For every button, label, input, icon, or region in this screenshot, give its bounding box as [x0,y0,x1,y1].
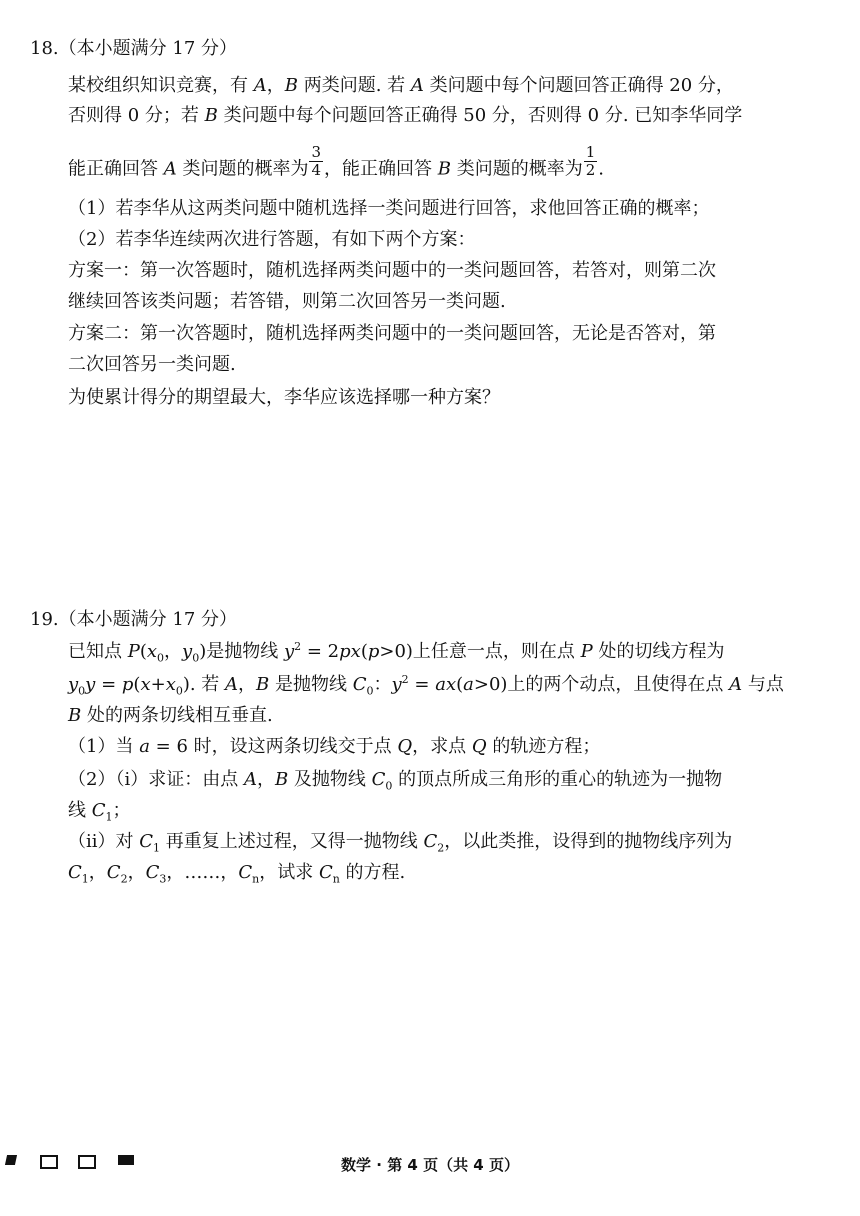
problem-number: 19. [30,609,59,630]
problem-19-line-2: $y_0y = p(x+x_0)$. 若 A，B 是抛物线 $C_0$：$y^2 = ax(a>0)$上的两个动点，且使得在点 A 与点 [68,673,784,698]
problem-18-line-1: 某校组织知识竞赛，有 A，B 两类问题. 若 A 类问题中每个问题回答正确得 20 分， [68,75,734,96]
plan-one-line-1: 方案一：第一次答题时，随机选择两类问题中的一类问题回答，若答对，则第二次 [68,260,716,281]
problem-18-part-2: （2）若李华连续两次进行答题，有如下两个方案： [68,229,476,250]
problem-18-line-2: 否则得 0 分；若 B 类问题中每个问题回答正确得 50 分，否则得 0 分. 已知李华同学 [68,105,743,126]
problem-18-part-1: （1）若李华从这两类问题中随机选择一类问题进行回答，求他回答正确的概率； [68,198,710,219]
problem-18-question: 为使累计得分的期望最大，李华应该选择哪一种方案？ [68,387,500,408]
fraction-one-half: $\frac{1}{2}$ [585,143,596,179]
problem-18-heading [30,37,237,61]
problem-score: （本小题满分 17 分） [58,609,237,630]
problem-18-line-3: 能正确回答 A 类问题的概率为 $\frac{3}{4}$ ，能正确回答 B 类问题的概率为 $\frac{1}{2}$ . [68,143,604,180]
plan-two-line-2: 二次回答另一类问题. [68,354,236,375]
fraction-three-quarters: $\frac{3}{4}$ [311,143,322,179]
problem-19-part-2-ii: （ii）对 $C_1$ 再重复上述过程，又得一抛物线 $C_2$，以此类推，设得到的抛物线序列为 [68,831,733,855]
problem-19-part-2-i-cont: 线 $C_1$； [68,800,131,824]
problem-score: （本小题满分 17 分） [58,38,237,59]
plan-one-line-2: 继续回答该类问题；若答错，则第二次回答另一类问题. [68,291,506,312]
plan-two-line-1: 方案二：第一次答题时，随机选择两类问题中的一类问题回答，无论是否答对，第 [68,323,716,344]
problem-19-part-2-ii-cont: $C_1$，$C_2$，$C_3$，……，$C_n$，试求 $C_n$ 的方程. [68,862,406,886]
problem-19-part-1: （1）当 a = 6 时，设这两条切线交于点 Q，求点 Q 的轨迹方程； [68,736,601,757]
page-footer: 数学 · 第 4 页（共 4 页） [341,1156,519,1174]
problem-19-part-2-i: （2）（i）求证：由点 A，B 及抛物线 $C_0$ 的顶点所成三角形的重心的轨迹为一抛物 [68,769,723,793]
problem-19-line-1: 已知点 $P(x_0$，$y_0$)是抛物线 $y^2 = 2px(p>0)$上任意一点，则在点 P 处的切线方程为 [68,640,725,665]
problem-19-line-3: B 处的两条切线相互垂直. [68,705,273,726]
problem-19-heading [30,608,237,632]
problem-number: 18. [30,38,59,59]
